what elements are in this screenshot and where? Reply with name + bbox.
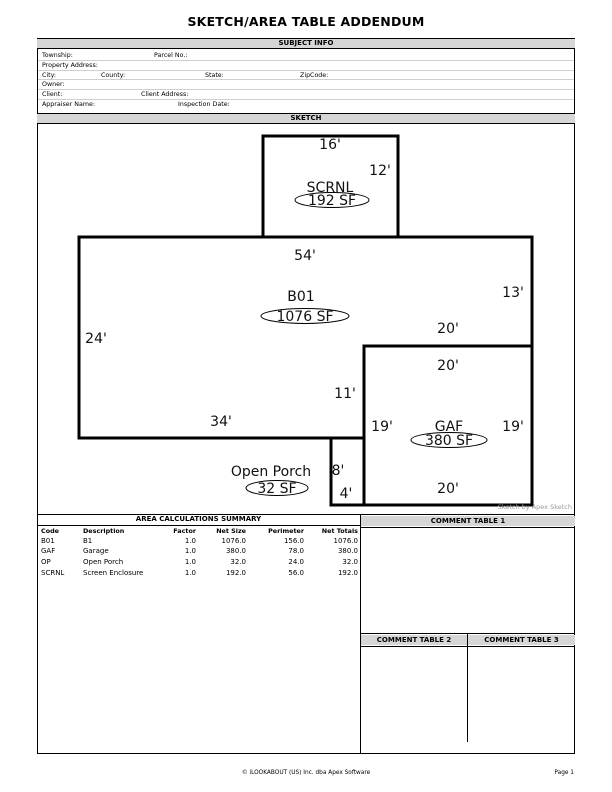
comment-tables-divider bbox=[467, 633, 468, 742]
city-label: City: bbox=[42, 71, 57, 79]
op-bottom-dim: 4' bbox=[339, 486, 353, 502]
scrnl-area: 192 SF bbox=[307, 193, 357, 209]
comment-tables-underline bbox=[361, 646, 575, 647]
op-name: Open Porch bbox=[230, 464, 312, 480]
comment-table-1-bottom bbox=[361, 633, 575, 634]
owner-label: Owner: bbox=[42, 81, 65, 88]
comment-table-2-header: COMMENT TABLE 2 bbox=[361, 635, 467, 645]
property-address-label: Property Address: bbox=[42, 62, 98, 69]
col-header-net-size: Net Size bbox=[216, 527, 246, 535]
info-row-city bbox=[38, 71, 574, 81]
table-row bbox=[0, 569, 612, 579]
row-factor: 1.0 bbox=[184, 558, 196, 566]
comment-table-1-header: COMMENT TABLE 1 bbox=[361, 516, 575, 526]
b01-right-dim: 13' bbox=[502, 285, 524, 301]
b01-left-dim: 24' bbox=[85, 331, 107, 347]
row-code: OP bbox=[41, 558, 51, 566]
op-area: 32 SF bbox=[257, 481, 297, 497]
col-header-description: Description bbox=[83, 527, 125, 535]
gaf-area: 380 SF bbox=[424, 433, 474, 449]
county-label: County: bbox=[101, 71, 126, 79]
row-code: GAF bbox=[41, 547, 56, 555]
b01-inner-dim: 11' bbox=[334, 386, 356, 402]
row-code: SCRNL bbox=[41, 569, 65, 577]
b01-name: B01 bbox=[287, 289, 315, 305]
row-description: Garage bbox=[83, 547, 109, 555]
row-net-totals: 32.0 bbox=[342, 558, 358, 566]
table-row bbox=[0, 537, 612, 547]
row-description: Screen Enclosure bbox=[83, 569, 144, 577]
sketch-header: SKETCH bbox=[37, 113, 575, 124]
info-row-client bbox=[38, 90, 574, 100]
area-calc-title: AREA CALCULATIONS SUMMARY bbox=[135, 515, 262, 523]
parcel-label: Parcel No.: bbox=[154, 52, 188, 59]
table-row bbox=[0, 547, 612, 557]
gaf-left-dim: 19' bbox=[371, 419, 393, 435]
op-side-dim: 8' bbox=[331, 463, 345, 479]
comment-table-1-underline bbox=[361, 527, 575, 528]
zipcode-label: ZipCode: bbox=[300, 71, 329, 79]
footer-copyright: © iLOOKABOUT (US) Inc. dba Apex Software bbox=[241, 770, 371, 776]
township-label: Township: bbox=[42, 52, 73, 59]
area-title-underline bbox=[37, 525, 360, 526]
row-perimeter: 78.0 bbox=[288, 547, 304, 555]
client-address-label: Client Address: bbox=[141, 91, 189, 98]
sketch-watermark: Sketch by Apex Sketch bbox=[497, 503, 572, 511]
scrnl-name: SCRNL bbox=[306, 180, 354, 196]
client-label: Client: bbox=[42, 91, 63, 98]
row-description: Open Porch bbox=[83, 558, 124, 566]
info-row-appraiser bbox=[38, 100, 574, 110]
row-perimeter: 156.0 bbox=[283, 537, 304, 545]
footer-page-number: Page 1 bbox=[554, 770, 574, 776]
row-net-size: 192.0 bbox=[225, 569, 246, 577]
row-description: B1 bbox=[83, 537, 93, 545]
state-label: State: bbox=[205, 71, 224, 79]
b01-outline bbox=[79, 237, 532, 438]
row-net-totals: 1076.0 bbox=[333, 537, 358, 545]
info-row-address bbox=[38, 61, 574, 71]
col-header-factor: Factor bbox=[173, 527, 196, 535]
page-title: SKETCH/AREA TABLE ADDENDUM bbox=[187, 14, 425, 29]
row-factor: 1.0 bbox=[184, 537, 196, 545]
row-net-size: 1076.0 bbox=[221, 537, 246, 545]
row-net-totals: 380.0 bbox=[337, 547, 358, 555]
gaf-top-dim: 20' bbox=[437, 358, 459, 374]
floor-plan-sketch bbox=[38, 126, 574, 514]
info-row-township bbox=[38, 51, 574, 61]
scrnl-right-dim: 12' bbox=[369, 163, 391, 179]
row-perimeter: 56.0 bbox=[288, 569, 304, 577]
b01-step-dim: 20' bbox=[437, 321, 459, 337]
gaf-bottom-dim: 20' bbox=[437, 481, 459, 497]
info-row-owner bbox=[38, 80, 574, 90]
subject-info-header: SUBJECT INFO bbox=[37, 38, 575, 49]
row-factor: 1.0 bbox=[184, 547, 196, 555]
row-net-size: 32.0 bbox=[230, 558, 246, 566]
appraiser-label: Appraiser Name: bbox=[42, 101, 95, 108]
gaf-right-dim: 19' bbox=[502, 419, 524, 435]
b01-area: 1076 SF bbox=[276, 309, 334, 325]
row-perimeter: 24.0 bbox=[288, 558, 304, 566]
gaf-name: GAF bbox=[434, 419, 464, 435]
inspection-date-label: Inspection Date: bbox=[178, 101, 230, 108]
row-code: B01 bbox=[41, 537, 55, 545]
row-net-size: 380.0 bbox=[225, 547, 246, 555]
col-header-net-totals: Net Totals bbox=[321, 527, 358, 535]
row-net-totals: 192.0 bbox=[337, 569, 358, 577]
col-header-perimeter: Perimeter bbox=[268, 527, 304, 535]
row-factor: 1.0 bbox=[184, 569, 196, 577]
scrnl-top-dim: 16' bbox=[319, 137, 341, 153]
b01-top-dim: 54' bbox=[294, 248, 316, 264]
col-header-code: Code bbox=[41, 527, 59, 535]
comment-table-3-header: COMMENT TABLE 3 bbox=[468, 635, 575, 645]
table-row bbox=[0, 558, 612, 568]
b01-bottom-dim: 34' bbox=[210, 414, 232, 430]
